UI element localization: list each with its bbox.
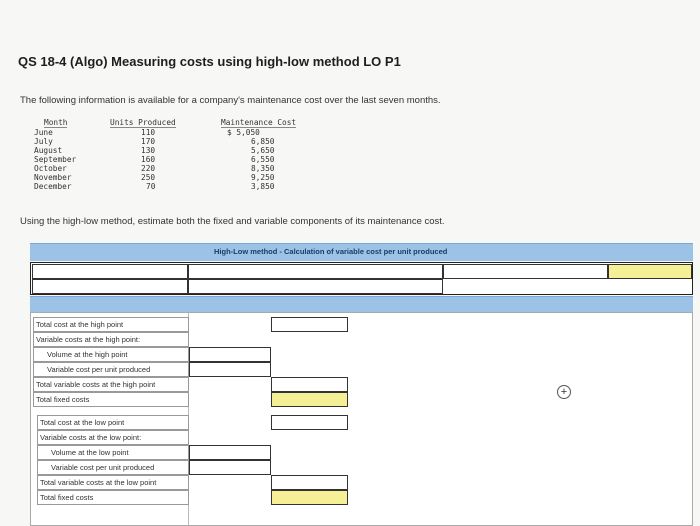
- table-row-units: 70: [146, 182, 156, 191]
- plus-circle-icon[interactable]: +: [557, 385, 571, 399]
- label-fixed-costs-low: Total fixed costs: [40, 493, 94, 502]
- label-vc-per-unit-high: Variable cost per unit produced: [47, 365, 151, 374]
- table-row-cost: 9,250: [251, 173, 275, 182]
- table-row-cost: 3,850: [251, 182, 275, 191]
- input-vc-per-unit-high[interactable]: [189, 362, 271, 377]
- calc-input-5[interactable]: [188, 279, 443, 294]
- table-row-units: 220: [141, 164, 156, 173]
- table-row-cost: 6,550: [251, 155, 275, 164]
- worksheet-body: [30, 312, 693, 526]
- table-row-month: November: [34, 173, 72, 182]
- page-title: QS 18-4 (Algo) Measuring costs using high-low method LO P1: [18, 54, 401, 69]
- label-variable-costs-low: Variable costs at the low point:: [40, 433, 142, 442]
- label-total-vc-low: Total variable costs at the low point: [40, 478, 157, 487]
- label-total-cost-high: Total cost at the high point: [36, 320, 124, 329]
- calc-input-3[interactable]: [443, 264, 608, 279]
- table-row-month: October: [34, 164, 67, 173]
- col-header-cost: Maintenance Cost: [221, 118, 297, 127]
- input-total-vc-high[interactable]: [271, 377, 348, 392]
- label-fixed-costs-high: Total fixed costs: [36, 395, 90, 404]
- calc-input-1[interactable]: [32, 264, 188, 279]
- label-variable-costs-high: Variable costs at the high point:: [36, 335, 141, 344]
- table-row-cost: $ 5,050: [227, 128, 260, 137]
- col-header-units: Units Produced: [110, 118, 176, 127]
- calc-input-row: [30, 262, 693, 295]
- input-total-cost-low[interactable]: [271, 415, 348, 430]
- calc-blank: [443, 279, 608, 294]
- instruction-text: Using the high-low method, estimate both the fixed and variable components of its maintenance cost.: [20, 216, 445, 227]
- label-vc-per-unit-low: Variable cost per unit produced: [51, 463, 155, 472]
- table-row-month: December: [34, 182, 72, 191]
- calc-input-4[interactable]: [32, 279, 188, 294]
- table-row-month: July: [34, 137, 53, 146]
- input-vc-per-unit-low[interactable]: [189, 460, 271, 475]
- table-row-units: 110: [141, 128, 156, 137]
- table-row-cost: 8,350: [251, 164, 275, 173]
- table-row-cost: 5,650: [251, 146, 275, 155]
- input-volume-high[interactable]: [189, 347, 271, 362]
- table-row-units: 250: [141, 173, 156, 182]
- worksheet-header-label: High-Low method - Calculation of variable cost per unit produced: [214, 247, 448, 256]
- table-row-month: June: [34, 128, 53, 137]
- calc-input-2[interactable]: [188, 264, 443, 279]
- table-row-units: 130: [141, 146, 156, 155]
- table-row-units: 170: [141, 137, 156, 146]
- input-fixed-costs-low[interactable]: [271, 490, 348, 505]
- col-header-month: Month: [44, 118, 68, 127]
- table-row-month: September: [34, 155, 77, 164]
- label-volume-high: Volume at the high point: [47, 350, 128, 359]
- intro-text: The following information is available for a company's maintenance cost over the last seven months.: [20, 95, 441, 106]
- input-total-vc-low[interactable]: [271, 475, 348, 490]
- worksheet-section-bar: [30, 296, 693, 313]
- table-row-month: August: [34, 146, 63, 155]
- input-volume-low[interactable]: [189, 445, 271, 460]
- calc-result-input[interactable]: [608, 264, 692, 279]
- label-total-cost-low: Total cost at the low point: [40, 418, 125, 427]
- table-row-cost: 6,850: [251, 137, 275, 146]
- label-volume-low: Volume at the low point: [51, 448, 129, 457]
- input-total-cost-high[interactable]: [271, 317, 348, 332]
- label-total-vc-high: Total variable costs at the high point: [36, 380, 156, 389]
- table-row-units: 160: [141, 155, 156, 164]
- input-fixed-costs-high[interactable]: [271, 392, 348, 407]
- worksheet-header-bar: [30, 243, 693, 261]
